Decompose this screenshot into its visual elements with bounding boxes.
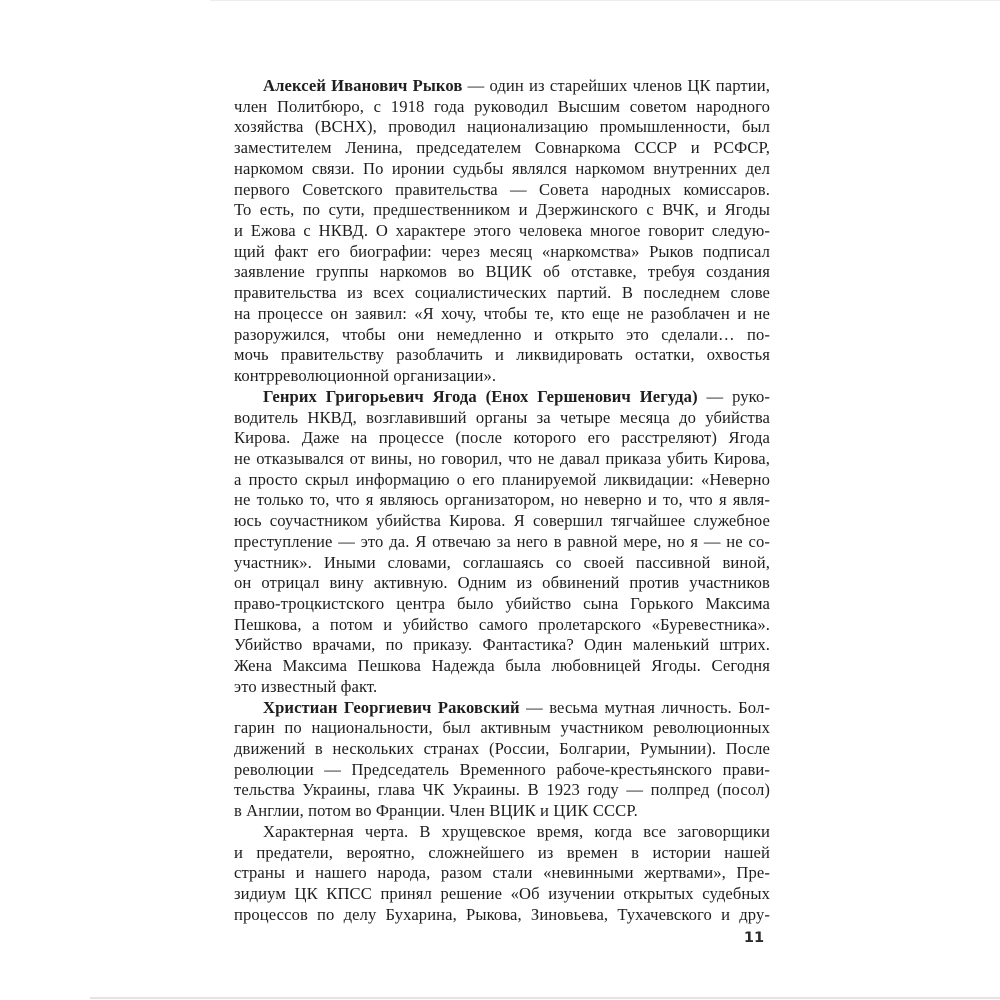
paragraph [234,698,770,822]
text-line: зидиум ЦК КПСС принял решение «Об изучении открытых судебных [234,884,770,904]
text-line: член Политбюро, с 1918 года руководил Высшим советом народного [234,96,770,116]
text-line: водитель НКВД, возглавивший органы за четыре месяца до убийства [234,407,770,427]
text-line: участник». Иными словами, соглашаясь со своей пассивной виной, [234,552,770,572]
person-name: Христиан Георгиевич Раковский [263,697,520,717]
text-line: наркомом связи. По иронии судьбы являлся наркомом внутренних дел [234,158,770,178]
text-line: страны и нашего народа, разом стали «невинными жертвами», Пре- [234,863,770,883]
text-line: и Ежова с НКВД. О характере этого человека многое говорит следую- [234,221,770,241]
text-line: контрреволюционной организации». [234,366,497,386]
text-line: То есть, по сути, предшественником и Дзержинского с ВЧК, и Ягоды [234,200,770,220]
text-line: мочь правительству разоблачить и ликвидировать остатки, охвостья [234,345,770,365]
scan-artifact-top [210,0,1000,1]
text-line: Кирова. Даже на процессе (после которого его расстреляют) Ягода [234,428,770,448]
text-line: в Англии, потом во Франции. Член ВЦИК и ЦИК СССР. [234,801,638,821]
paragraph [234,76,770,387]
text-line: Убийство врачами, по приказу. Фантастика? Один маленький штрих. [234,635,770,655]
text-line: Христиан Георгиевич Раковский — весьма мутная личность. Бол- [263,697,770,717]
text-line: заявление группы наркомов во ВЦИК об отставке, требуя создания [234,262,770,282]
text-line: а просто скрыл информацию о его планируемой ликвидации: «Неверно [234,469,770,489]
text-line: не отказывался от вины, но говорил, что не давал приказа убить Кирова, [234,448,770,468]
text-block [234,76,770,925]
text-line: революции — Председатель Временного рабоче-крестьянского прави- [234,759,770,779]
text-line: преступление — это да. Я отвечаю за него в равной мере, но я — не со- [234,531,770,551]
text-line: он отрицал вину активную. Одним из обвинений против участников [234,573,770,593]
text-line: тельства Украины, глава ЧК Украины. В 1923 году — полпред (посол) [234,780,770,800]
text-line: юсь соучастником убийства Кирова. Я совершил тягчайшее служебное [234,511,770,531]
text-line: Пешкова, а потом и убийство самого пролетарского «Буревестника». [234,614,770,634]
text-line: движений в нескольких странах (России, Болгарии, Румынии). После [234,739,770,758]
text-line: право-троцкистского центра было убийство сына Горького Максима [234,593,770,613]
text-line: это известный факт. [234,676,378,696]
text-line: правительства из всех социалистических партий. В последнем слове [234,283,770,303]
text-line: и предатели, вероятно, сложнейшего из времен в истории нашей [234,842,770,862]
text-line: процессов по делу Бухарина, Рыкова, Зиновьева, Тухачевского и дру- [234,904,770,924]
text-line: разоружился, чтобы они немедленно и открыто это сделали… по- [234,324,770,344]
text-line: Жена Максима Пешкова Надежда была любовницей Ягоды. Сегодня [234,656,770,676]
text-line: хозяйства (ВСНХ), проводил национализацию промышленности, был [234,117,770,137]
scan-artifact-bottom [90,997,1000,999]
text-line: первого Советского правительства — Совета народных комиссаров. [234,179,770,199]
text-line: Характерная черта. В хрущевское время, когда все заговорщики [263,821,770,841]
text-line: Генрих Григорьевич Ягода (Енох Гершенович Иегуда) — руко- [263,386,770,406]
text-line: на процессе он заявил: «Я хочу, чтобы те, кто еще не разоблачен и не [234,303,770,323]
text-line: гарин по национальности, был активным участником революционных [234,718,770,738]
page-number: 11 [743,930,765,946]
person-name: Алексей Иванович Рыков [263,76,463,95]
paragraph [234,387,770,698]
text-line: не только то, что я являюсь организатором, но неверно и то, что я явля- [234,490,770,510]
text-line: Алексей Иванович Рыков — один из старейших членов ЦК партии, [263,76,770,95]
paragraph [234,822,770,926]
text-line: щий факт его биографии: через месяц «наркомства» Рыков подписал [234,241,770,261]
text-line: заместителем Ленина, председателем Совнаркома СССР и РСФСР, [234,138,770,158]
person-name: Генрих Григорьевич Ягода (Енох Гершенович Иегуда) [263,386,698,406]
